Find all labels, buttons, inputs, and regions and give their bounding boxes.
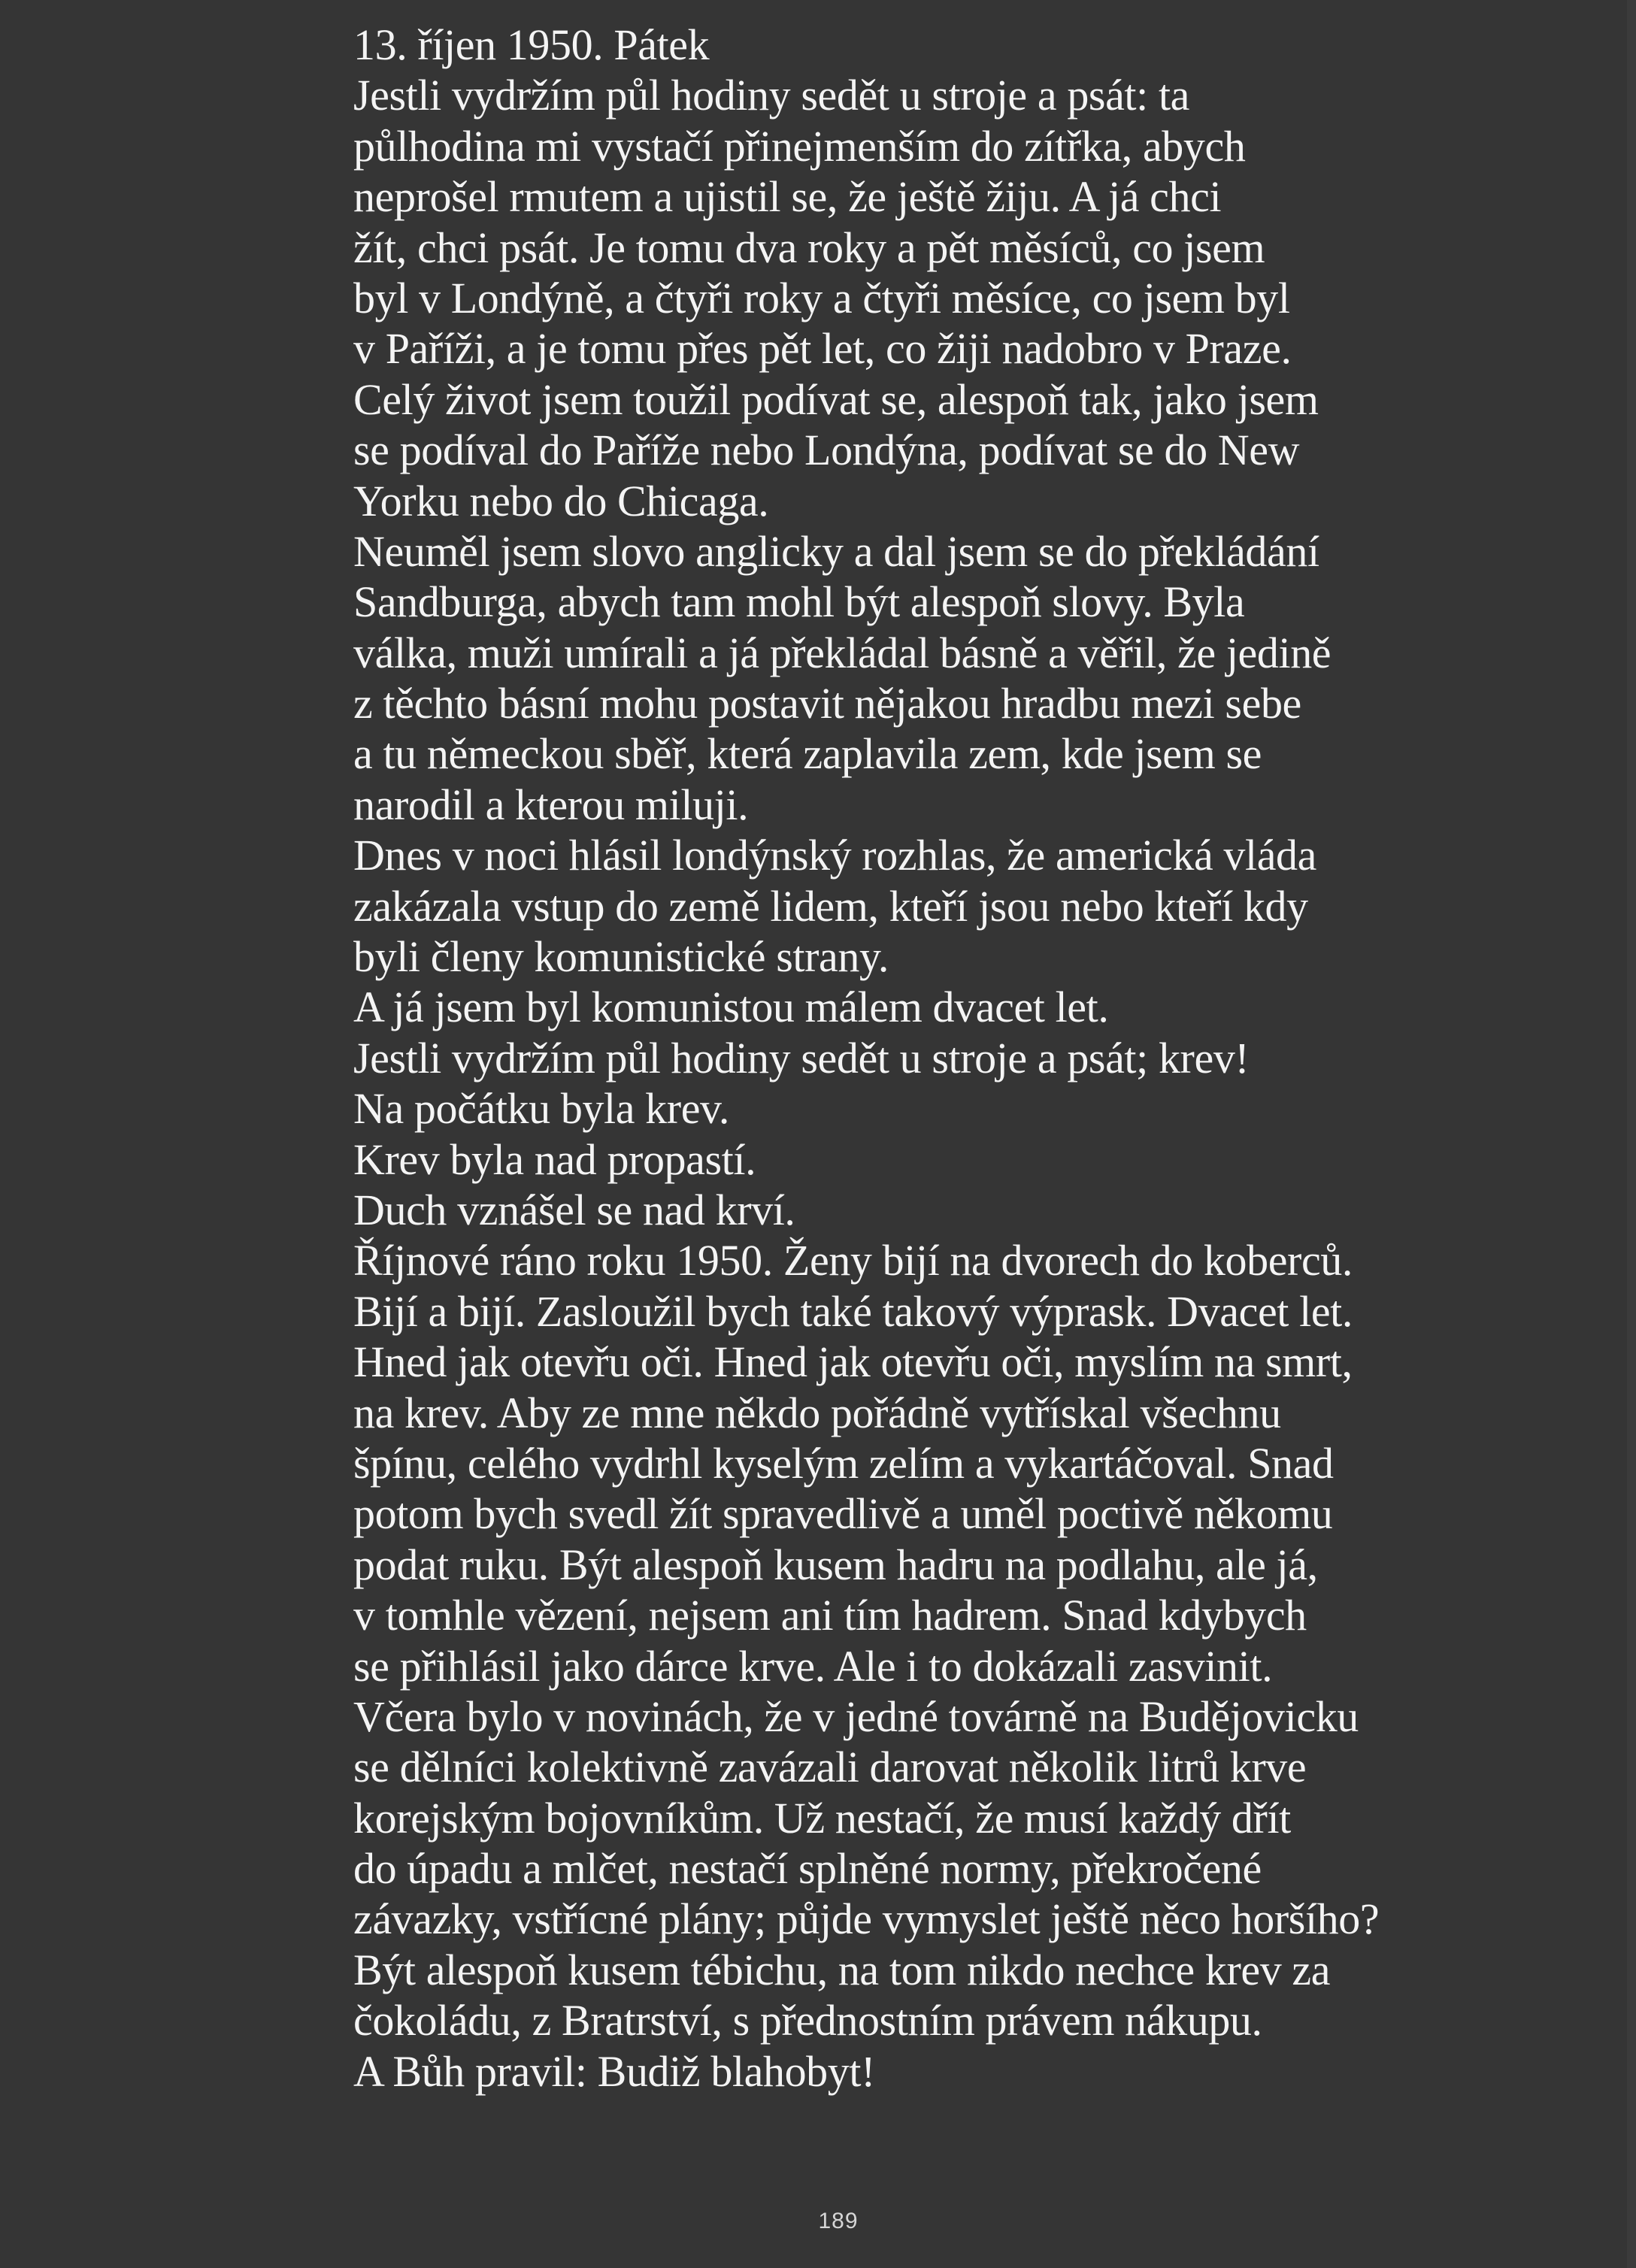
text-line: Krev byla nad propastí. [353, 1134, 756, 1184]
text-line: Celý život jsem toužil podívat se, alespoň tak, jako jsem [353, 374, 1319, 424]
page-number: 189 [818, 2209, 859, 2233]
text-line: A Bůh pravil: Budiž blahobyt! [353, 2046, 876, 2096]
text-line: půlhodina mi vystačí přinejmenším do zítřka, abych [353, 121, 1246, 171]
text-line: neprošel rmutem a ujistil se, že ještě žiju. A já chci [353, 172, 1222, 222]
text-line: Sandburga, abych tam mohl být alespoň slovy. Byla [353, 577, 1245, 627]
text-line: Yorku nebo do Chicaga. [353, 476, 769, 525]
text-line: Říjnové ráno roku 1950. Ženy bijí na dvorech do koberců. [353, 1236, 1353, 1285]
text-line: válka, muži umírali a já překládal básně a věřil, že jedině [353, 628, 1332, 677]
text-line: byl v Londýně, a čtyři roky a čtyři měsíce, co jsem byl [353, 273, 1290, 322]
text-line: Duch vznášel se nad krví. [353, 1185, 795, 1234]
text-line: podat ruku. Být alespoň kusem hadru na podlahu, ale já, [353, 1540, 1318, 1589]
text-line: Bijí a bijí. Zasloužil bych také takový výprask. Dvacet let. [353, 1286, 1353, 1336]
diary-entry [353, 20, 1616, 2097]
diary-date-heading: 13. říjen 1950. Pátek [353, 20, 710, 69]
text-line: žít, chci psát. Je tomu dva roky a pět měsíců, co jsem [353, 223, 1265, 272]
text-line: korejským bojovníkům. Už nestačí, že musí každý dřít [353, 1793, 1291, 1843]
text-line: se podíval do Paříže nebo Londýna, podívat se do New [353, 425, 1300, 475]
text-line: v tomhle vězení, nejsem ani tím hadrem. Snad kdybych [353, 1591, 1307, 1640]
text-line: byli členy komunistické strany. [353, 932, 889, 982]
text-line: Hned jak otevřu oči. Hned jak otevřu oči, myslím na smrt, [353, 1337, 1353, 1387]
text-line: Jestli vydržím půl hodiny sedět u stroje a psát: ta [353, 71, 1190, 120]
text-line: v Paříži, a je tomu přes pět let, co žiji nadobro v Praze. [353, 324, 1292, 374]
text-line: Být alespoň kusem tébichu, na tom nikdo nechce krev za [353, 1945, 1331, 1994]
text-line: na krev. Aby ze mne někdo pořádně vytřískal všechnu [353, 1388, 1281, 1437]
text-line: z těchto básní mohu postavit nějakou hradbu mezi sebe [353, 679, 1301, 728]
text-line: Jestli vydržím půl hodiny sedět u stroje a psát; krev! [353, 1033, 1250, 1083]
text-line: Dnes v noci hlásil londýnský rozhlas, že americká vláda [353, 831, 1316, 880]
text-line: do úpadu a mlčet, nestačí splněné normy, překročené [353, 1844, 1262, 1894]
text-line: Neuměl jsem slovo anglicky a dal jsem se do překládání [353, 526, 1319, 576]
text-line: závazky, vstřícné plány; půjde vymyslet ještě něco horšího? [353, 1894, 1380, 1944]
page-edge [1627, 0, 1636, 2268]
text-line: A já jsem byl komunistou málem dvacet let. [353, 983, 1109, 1032]
text-line: zakázala vstup do země lidem, kteří jsou nebo kteří kdy [353, 881, 1308, 931]
text-line: Včera bylo v novinách, že v jedné továrně na Budějovicku [353, 1691, 1359, 1741]
text-line: špínu, celého vydrhl kyselým zelím a vykartáčoval. Snad [353, 1438, 1334, 1488]
text-line: a tu německou sběř, která zaplavila zem, kde jsem se [353, 729, 1262, 779]
text-line: potom bych svedl žít spravedlivě a uměl poctivě někomu [353, 1489, 1333, 1539]
text-line: se přihlásil jako dárce krve. Ale i to dokázali zasvinit. [353, 1641, 1273, 1691]
text-line: čokoládu, z Bratrství, s přednostním právem nákupu. [353, 1996, 1262, 2045]
text-line: narodil a kterou miluji. [353, 780, 749, 829]
text-line: se dělníci kolektivně zavázali darovat několik litrů krve [353, 1743, 1307, 1792]
text-line: Na počátku byla krev. [353, 1084, 729, 1134]
